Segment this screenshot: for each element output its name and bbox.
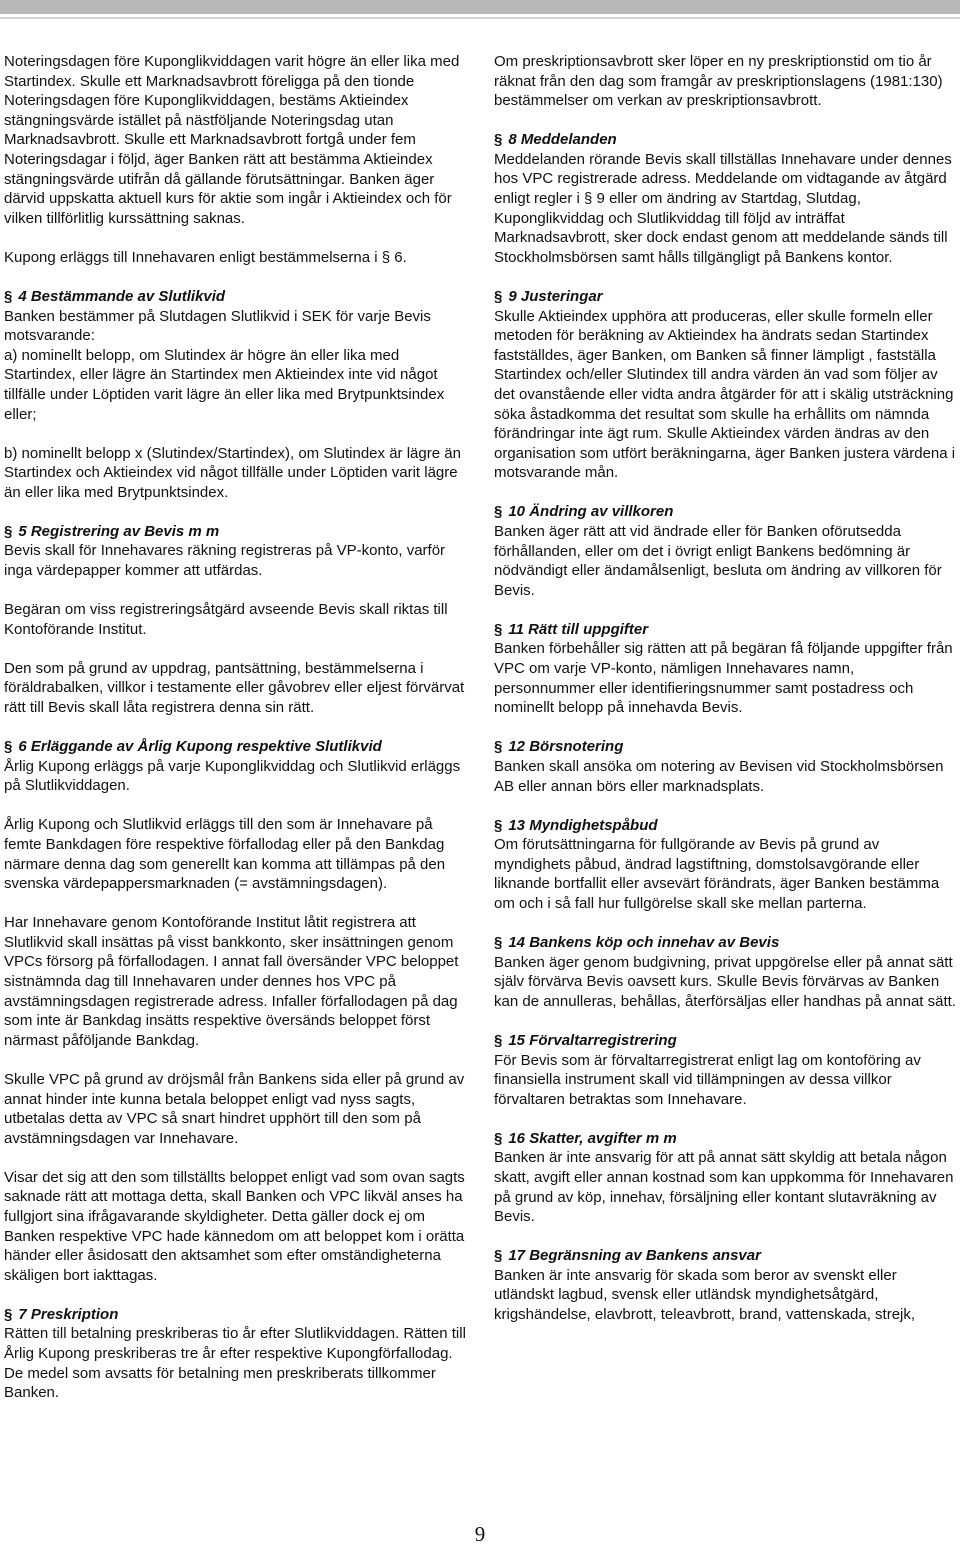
intro-paragraph: Kupong erläggs till Innehavaren enligt bestämmelserna i § 6. (4, 248, 407, 266)
section-paragraph: Banken är inte ansvarig för att på annat sätt skyldig att betala någon skatt, avgift eller annan kostnad som kan uppkomma för Innehavaren på grund av köp, innehav, försäljning eller kontant slutavräkning av Bevis. (494, 1149, 954, 1226)
section-paragraph: Rätten till betalning preskriberas tio år efter Slutlikviddagen. Rätten till Årlig Kupong preskriberas tre år efter respektive Kupongförfallodag. De medel som avsatts för betalning men preskriberats tillkommer Banken. (4, 1325, 466, 1402)
paragraph-symbol: § (494, 503, 503, 521)
section-body (494, 757, 956, 796)
right-column (494, 52, 956, 1344)
section-paragraph: Visar det sig att den som tillställts beloppet enligt vad som ovan sagts saknade rätt att mottaga detta, skall Banken och VPC likväl anses ha fullgjort sina ifrågavarande skyldigheter. Detta gäller dock ej om Banken respektive VPC hade kännedom om att beloppet kom i orätta händer eller åsidosatt den aktsamhet som efter omständigheterna skäligen bort iakttagas. (4, 1168, 465, 1284)
section-body (494, 639, 956, 717)
section-title: 17 Begränsning av Bankens ansvar (508, 1247, 761, 1265)
section-heading (494, 502, 956, 522)
intro-paragraph: Noteringsdagen före Kuponglikviddagen varit högre än eller lika med Startindex. Skulle ett Marknadsavbrott föreligga på den tionde Noteringsdagen före Kuponglikviddagen, bestäms Aktieindex stängningsvärde istället på nästföljande Noteringsdag utan Marknadsavbrott. Skulle ett Marknadsavbrott fortgå under fem Noteringsdagar i följd, äger Banken rätt att bestämma Aktieindex stängningsvärde utifrån då gällande förutsättningar. Banken äger därvid uppskatta aktuell kurs för aktie som ingår i Aktieindex och för vilken tillförlitlig kurssättning saknas. (4, 53, 460, 227)
section-body (494, 835, 956, 913)
section-heading (494, 287, 956, 307)
section-paragraph: b) nominellt belopp x (Slutindex/Startindex), om Slutindex är lägre än Startindex och Aktieindex vid något tillfälle under Löptiden varit lägre än eller lika med Brytpunktsindex. (4, 444, 461, 501)
section-17 (494, 1246, 956, 1324)
section-body (4, 307, 466, 503)
section-title: 6 Erläggande av Årlig Kupong respektive Slutlikvid (18, 738, 382, 756)
section-heading (494, 1031, 956, 1051)
section-15 (494, 1031, 956, 1109)
section-paragraph: Banken skall ansöka om notering av Bevisen vid Stockholmsbörsen AB eller annan börs eller marknadsplats. (494, 757, 944, 795)
section-heading (494, 130, 956, 150)
section-14 (494, 933, 956, 1011)
section-title: 14 Bankens köp och innehav av Bevis (508, 934, 780, 952)
section-body (494, 1148, 956, 1226)
section-body (494, 150, 956, 268)
section-paragraph: Bevis skall för Innehavares räkning registreras på VP-konto, varför inga värdepapper kommer att utfärdas. (4, 542, 446, 580)
section-4 (4, 287, 466, 502)
section-paragraph: Meddelanden rörande Bevis skall tillställas Innehavare under dennes hos VPC registrerade adress. Meddelande om vidtagande av åtgärd enligt regler i § 9 eller om ändring av Startdag, Slutdag, Kuponglikviddag och Slutlikviddag till följd av inträffat Marknadsavbrott, sker dock endast genom att meddelande sänds till Stockholmsbörsen samt hålls tillgängligt på Bankens kontor. (494, 150, 952, 266)
paragraph-symbol: § (494, 131, 503, 149)
paragraph-symbol: § (494, 1247, 503, 1265)
section-11 (494, 620, 956, 718)
section-paragraph: Årlig Kupong och Slutlikvid erläggs till den som är Innehavare på femte Bankdagen före respektive förfallodag eller på den Bankdag närmare denna dag som generellt kan komma att tillämpas på den svenska värdepappersmarknaden (= avstämningsdagen). (4, 816, 446, 893)
paragraph-symbol: § (494, 934, 503, 952)
section-title: 16 Skatter, avgifter m m (508, 1129, 677, 1147)
section-16 (494, 1129, 956, 1227)
section-body (4, 541, 466, 717)
section-title: 9 Justeringar (508, 287, 603, 305)
left-column (4, 52, 466, 1422)
page-number: 9 (474, 1522, 486, 1546)
section-paragraph: Den som på grund av uppdrag, pantsättning, bestämmelserna i föräldrabalken, villkor i testamente eller gåvobrev eller eljest förvärvat rätt till Bevis skall låta registrera denna sin rätt. (4, 659, 465, 717)
section-title: 7 Preskription (18, 1305, 119, 1323)
intro-paragraph: Om preskriptionsavbrott sker löper en ny preskriptionstid om tio år räknat från den dag som framgår av preskriptionslagens (1981:130) bestämmelser om verkan av preskriptionsavbrott. (494, 53, 943, 110)
section-13 (494, 816, 956, 914)
section-body (494, 1051, 956, 1110)
section-paragraph: För Bevis som är förvaltarregistrerat enligt lag om kontoföring av finansiella instrument skall vid tillämpningen av dessa villkor förvaltaren betraktas som Innehavare. (494, 1051, 921, 1108)
section-title: 12 Börsnotering (508, 738, 624, 756)
section-paragraph: Banken är inte ansvarig för skada som beror av svenskt eller utländskt lagbud, svensk eller utländsk myndighetsåtgärd, krigshändelse, elavbrott, teleavbrott, brand, vattenskada, strejk, (494, 1266, 916, 1324)
section-body (494, 307, 956, 483)
section-paragraph: Begäran om viss registreringsåtgärd avseende Bevis skall riktas till Kontoförande Institut. (4, 601, 448, 638)
section-12 (494, 737, 956, 796)
section-heading (494, 816, 956, 836)
section-body (494, 953, 956, 1012)
section-body (494, 1266, 956, 1325)
section-title: 13 Myndighetspåbud (508, 816, 658, 834)
section-body (4, 757, 466, 1286)
paragraph-symbol: § (4, 1305, 13, 1323)
section-body (494, 522, 956, 600)
paragraph-symbol: § (494, 816, 503, 834)
section-10 (494, 502, 956, 600)
paragraph-symbol: § (4, 287, 13, 305)
section-paragraph: Banken äger rätt att vid ändrade eller för Banken oförutsedda förhållanden, eller om det i övrigt enligt Bankens bedömning är nödvändigt eller ändamålsenligt, besluta om ändring av villkoren för Bevis. (494, 522, 942, 599)
section-title: 11 Rätt till uppgifter (508, 620, 649, 638)
section-heading (4, 287, 466, 307)
section-paragraph: Banken förbehåller sig rätten att på begäran få följande uppgifter från VPC om varje VP-konto, nämligen Innehavares namn, personnummer eller identifieringsnummer samt postadress och nominellt belopp på innehavda Bevis. (494, 640, 953, 717)
section-paragraph: Banken äger genom budgivning, privat uppgörelse eller på annat sätt själv förvärva Bevis oavsett kurs. Skulle Bevis förvärvas av Banken kan de annulleras, behållas, återförsäljas eller handhas på annat sätt. (494, 953, 956, 1010)
paragraph-symbol: § (494, 1031, 503, 1049)
section-paragraph: Skulle VPC på grund av dröjsmål från Bankens sida eller på grund av annat hinder inte kunna betala beloppet enligt vad nyss sagts, utbetalas detta av VPC så snart hindret upphört till den som på avstämningsdagen var Innehavare. (4, 1070, 465, 1147)
paragraph-symbol: § (494, 287, 503, 305)
header-rule (0, 17, 960, 19)
section-6 (4, 737, 466, 1285)
section-title: 15 Förvaltarregistrering (508, 1031, 677, 1049)
paragraph-symbol: § (494, 738, 503, 756)
section-paragraph: Årlig Kupong erläggs på varje Kuponglikviddag och Slutlikvid erläggs på Slutlikviddagen. (4, 757, 461, 795)
section-paragraph: Skulle Aktieindex upphöra att produceras, eller skulle formeln eller metoden för beräkning av Aktieindex ha ändrats sedan Startindex fastställdes, äger Banken, om Banken så finner lämpligt , fastställa Startindex och/eller Slutindex till andra värden än vad som följer av det ovanstående eller vidta andra åtgärder för att i skälig utsträckning söka åstadkomma det resultat som skulle ha erhållits om nämnda förändringar inte ägt rum. Skulle Aktieindex värden ändras av den organisation som utfört beräkningarna, äger Banken justera värdena i motsvarande mån. (494, 307, 956, 482)
paragraph-symbol: § (4, 738, 13, 756)
section-body (4, 1324, 466, 1402)
paragraph-symbol: § (4, 522, 13, 540)
header-bar (0, 0, 960, 14)
section-heading (4, 737, 466, 757)
section-paragraph: Har Innehavare genom Kontoförande Institut låtit registrera att Slutlikvid skall insättas på visst bankkonto, sker insättningen genom VPCs försorg på förfallodagen. I annat fall översänder VPC beloppet sistnämnda dag till Innehavaren under dennes hos VPC på avstämningsdagen registrerade adress. Infaller förfallodagen på dag som inte är Bankdag insätts respektive översänds beloppet först närmast påföljande Bankdag. (4, 914, 459, 1049)
section-paragraph: Om förutsättningarna för fullgörande av Bevis på grund av myndighets påbud, ändrad lagstiftning, domstolsavgörande eller liknande bortfallit eller avsevärt förändrats, äger Banken bestämma om och i så fall hur fullgörelse skall ske mellan parterna. (494, 836, 940, 912)
section-9 (494, 287, 956, 483)
section-heading (494, 1246, 956, 1266)
section-heading (4, 1305, 466, 1325)
section-paragraph: Banken bestämmer på Slutdagen Slutlikvid i SEK för varje Bevis motsvarande: a) nominellt belopp, om Slutindex är högre än eller lika med Startindex, eller lägre än Startindex men Aktieindex inte vid något tillfälle under Löptiden varit lägre än eller lika med Brytpunktsindex eller; (4, 307, 445, 423)
section-title: 8 Meddelanden (508, 131, 617, 149)
section-heading (494, 737, 956, 757)
section-title: 4 Bestämmande av Slutlikvid (18, 287, 226, 305)
section-heading (494, 620, 956, 640)
section-5 (4, 522, 466, 718)
section-heading (4, 522, 466, 542)
section-8 (494, 130, 956, 267)
section-title: 10 Ändring av villkoren (508, 503, 674, 521)
section-heading (494, 1129, 956, 1149)
section-heading (494, 933, 956, 953)
section-title: 5 Registrering av Bevis m m (18, 522, 220, 540)
paragraph-symbol: § (494, 1129, 503, 1147)
paragraph-symbol: § (494, 620, 503, 638)
section-7 (4, 1305, 466, 1403)
